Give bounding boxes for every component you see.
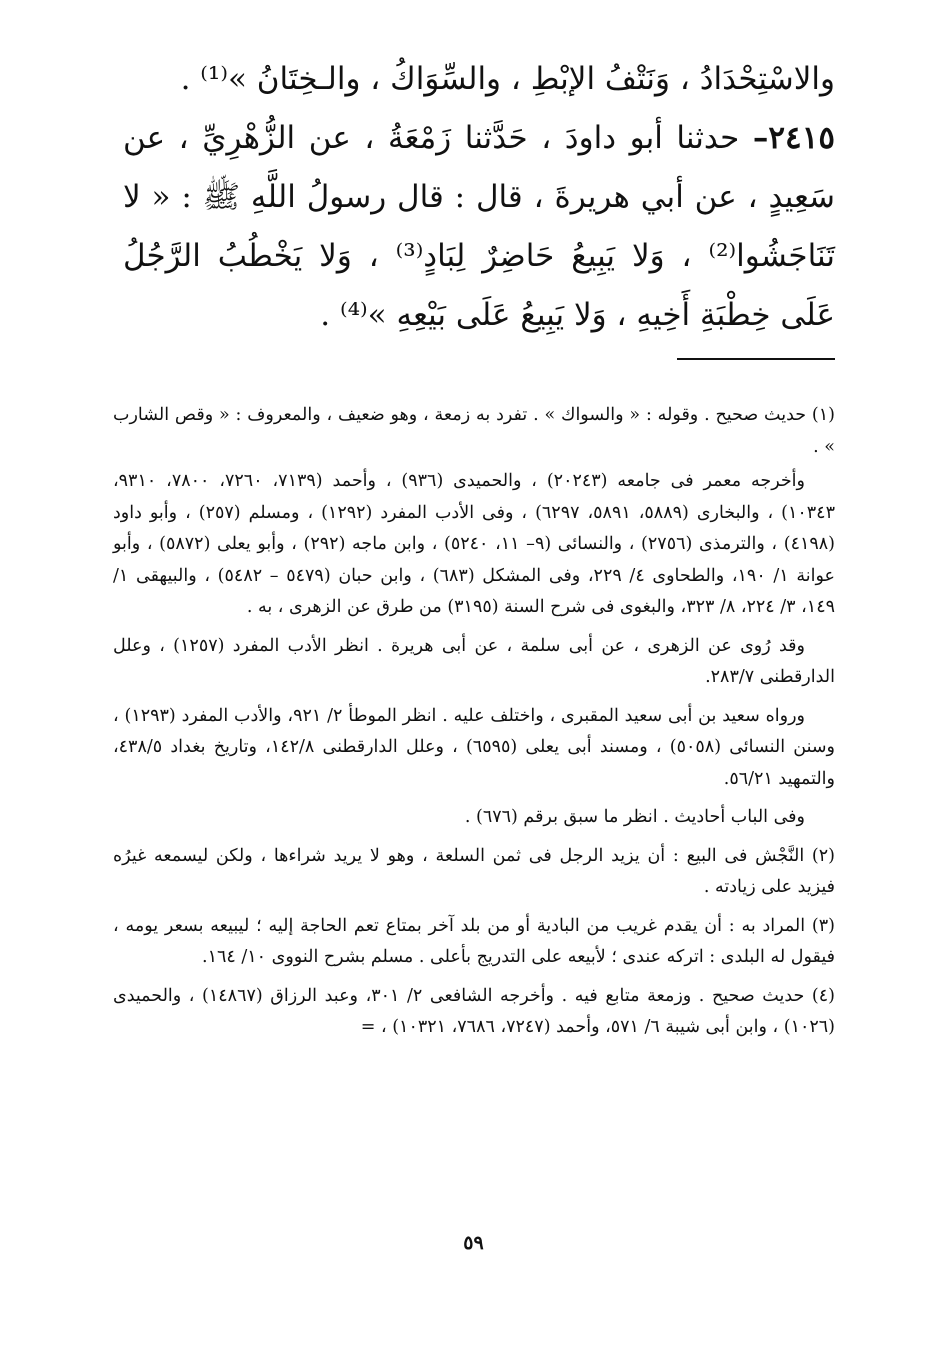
footnote-1-maqburi: ورواه سعيد بن أبى سعيد المقبرى ، واختلف عليه . انظر الموطأ ٢/ ٩٢١، والأدب المفرد (١٢٩٣) ، وسنن النسائى (٥٠٥٨) ، ومسند أبى يعلى (٦٥٩٥) ، وعلل الدارقطنى ١٤٢/٨، وتاريخ بغداد ٤٣٨/٥، والتمهيد ٥٦/٢١. [113,705,836,789]
intro-line: والاسْتِحْدَادُ ، وَنَتْفُ الإبْطِ ، والسِّوَاكُ ، والـخِتَانُ »⁽¹⁾ . [180,61,835,97]
footnote-4: (٤) حديث صحيح . وزمعة متابع فيه . وأخرجه الشافعى ٢/ ٣٠١، وعبد الرزاق (١٤٨٦٧) ، والحميدى (١٠٢٦) ، وابن أبى شيبة ٦/ ٥٧١، وأحمد (٧٢٤٧، ٧٦٨٦، ١٠٣٢١) ، = [113,985,835,1037]
footnote-3: (٣) المراد به : أن يقدم غريب من البادية أو من بلد آخر بمتاع تعم الحاجة إليه ؛ ليبيعه بسعر يومه ، فيقول له البلدى : اتركه عندى ؛ لأبيعه على التدريج بأعلى . مسلم بشرح النووى ١٠/ ١٦٤. [113,915,835,967]
page-number: ٥٩ [463,1232,484,1254]
footnotes [113,400,835,1051]
footnote-2: (٢) النَّجْش فى البيع : أن يزيد الرجل فى ثمن السلعة ، وهو لا يريد شراءها ، ولكن ليسمعه غيرُه فيزيد على زيادته . [113,845,835,897]
footnote-1-alt-chain: وقد رُوى عن الزهرى ، عن أبى سلمة ، عن أبى هريرة . انظر الأدب المفرد (١٢٥٧) ، وعلل الدارقطنى ٢٨٣/٧. [113,635,835,687]
hadith-text: حدثنا أبو داودَ ، حَدَّثنا زَمْعَةُ ، عن الزُّهْرِيِّ ، عن سَعِيدٍ ، عن أبي هريرةَ ، قال : قال رسولُ اللَّهِ ﷺ : « لا تَنَاجَشُوا⁽²⁾ ، وَلا يَبِيعُ حَاضِرٌ لِبَادٍ⁽³⁾ ، وَلا يَخْطُبُ الرَّجُلُ عَلَى خِطْبَةِ أَخِيهِ ، وَلا يَبِيعُ عَلَى بَيْعِهِ »⁽⁴⁾ . [123,120,836,333]
footnote-1: (١) حديث صحيح . وقوله : « والسواك » . تفرد به زمعة ، وهو ضعيف ، والمعروف : « وقص الشارب » . [113,405,835,457]
hadith-paragraph [123,109,835,345]
footnote-1-related: وفى الباب أحاديث . انظر ما سبق برقم (٦٧٦) . [464,807,805,827]
footnote-separator [677,358,835,360]
main-text [123,50,835,345]
hadith-number: ٢٤١٥– [752,120,835,156]
footnote-1-sources: وأخرجه معمر فى جامعه (٢٠٢٤٣) ، والحميدى (٩٣٦) ، وأحمد (٧١٣٩، ٧٢٦٠، ٧٨٠٠، ٩٣١٠، ١٠٣٤٣) ، والبخارى (٥٨٨٩، ٥٨٩١، ٦٢٩٧) ، وفى الأدب المفرد (١٢٩٢) ، ومسلم (٢٥٧) ، وأبو داود (٤١٩٨) ، والترمذى (٢٧٥٦) ، والنسائى (٩– ١١، ٥٢٤٠) ، وابن ماجه (٢٩٢) ، وأبو يعلى (٥٨٧٢) ، وأبو عوانة ١/ ١٩٠، والطحاوى ٤/ ٢٢٩، وفى المشكل (٦٨٣) ، وابن حبان (٥٤٧٩ – ٥٤٨٢) ، والبيهقى ١/ ١٤٩، ٣/ ٢٢٤، ٨/ ٣٢٣، والبغوى فى شرح السنة (٣١٩٥) من طرق عن الزهرى ، به . [113,471,835,617]
